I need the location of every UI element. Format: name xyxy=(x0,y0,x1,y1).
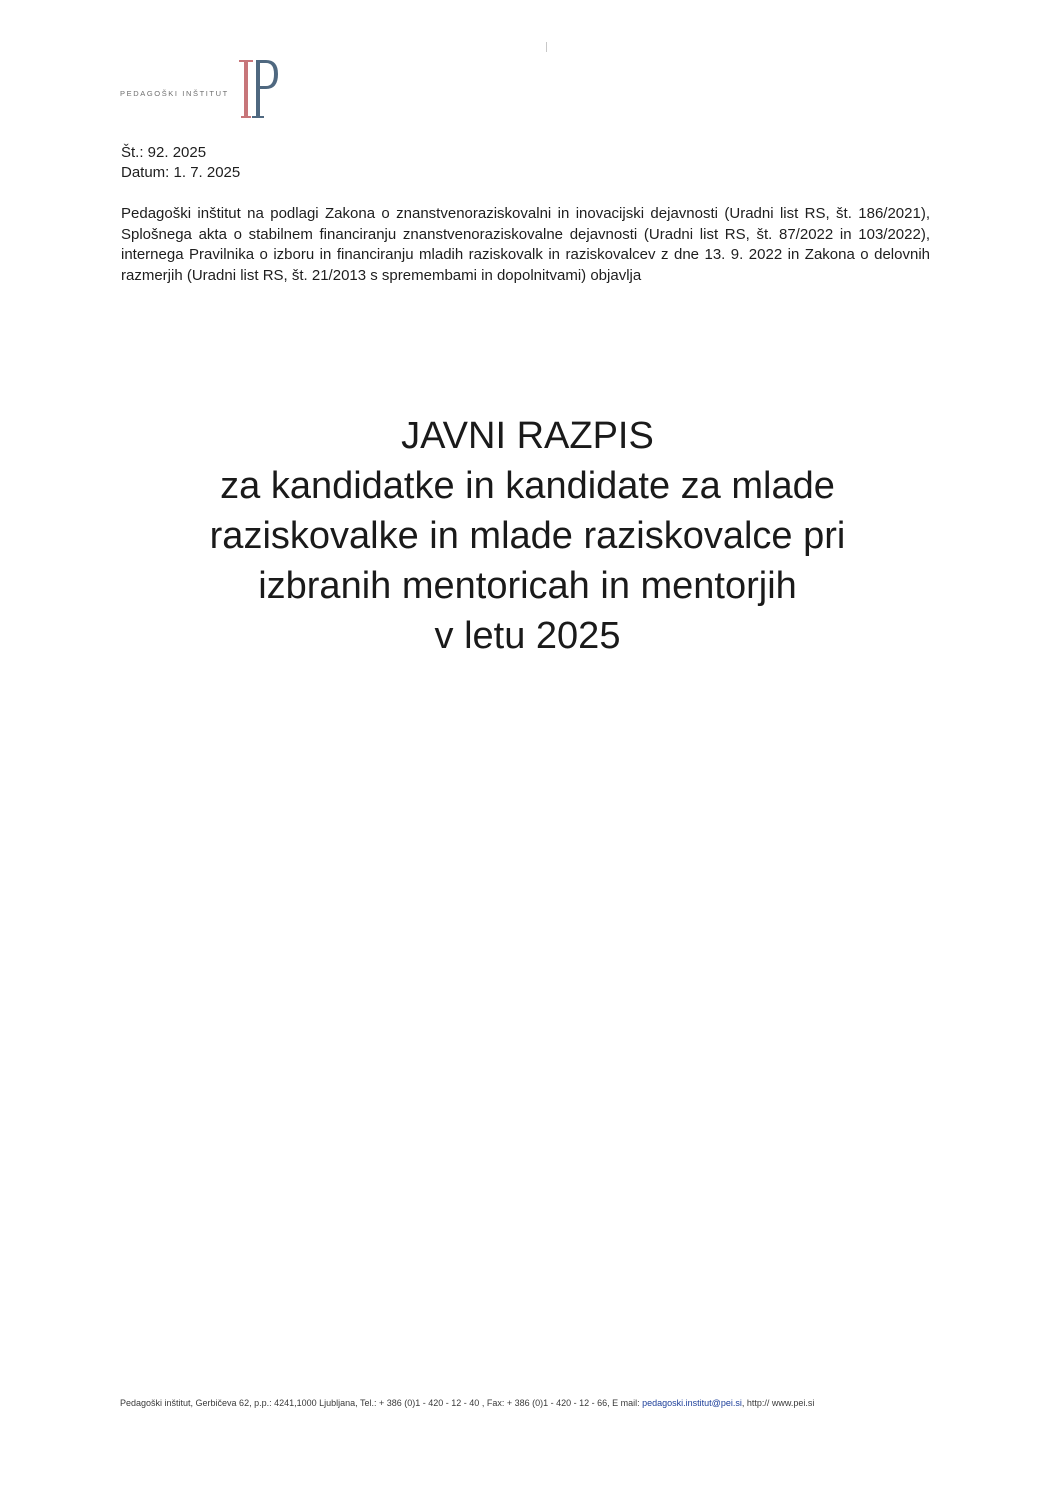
document-number: Št.: 92. 2025 xyxy=(121,144,207,161)
title-line-3: raziskovalke in mlade raziskovalce pri xyxy=(209,515,846,557)
title-line-1: JAVNI RAZPIS xyxy=(401,415,654,457)
document-title xyxy=(100,411,955,661)
footer-address: Pedagoški inštitut, Gerbičeva 62, p.p.: 4241,1000 Ljubljana, Tel.: + 386 (0)1 - 420 - 12 - 40 , Fax: + 386 (0)1 - 420 - 12 - 66, E mail: xyxy=(120,1398,643,1408)
logo-text: PEDAGOŠKI INŠTITUT xyxy=(120,89,229,98)
title-line-2: za kandidatke in kandidate za mlade xyxy=(220,465,835,507)
document-date: Datum: 1. 7. 2025 xyxy=(121,164,241,181)
document-reference xyxy=(121,143,240,183)
title-line-5: v letu 2025 xyxy=(434,615,621,657)
pi-logo-icon xyxy=(236,58,282,122)
page-footer xyxy=(120,1397,814,1409)
footer-email-link[interactable]: pedagoski.institut@pei.si xyxy=(642,1398,742,1408)
footer-web: , http:// www.pei.si xyxy=(741,1398,815,1408)
intro-paragraph: Pedagoški inštitut na podlagi Zakona o znanstvenoraziskovalni in inovacijski dejavnosti (Uradni list RS, št. 186/2021), Splošnega akta o stabilnem financiranju znanstvenoraziskovalne dejavnosti (Uradni list RS, št. 87/2022 in 103/2022), internega Pravilnika o izboru in financiranju mladih raziskovalk in raziskovalcev z dne 13. 9. 2022 in Zakona o delovnih razmerjih (Uradni list RS, št. 21/2013 s spremembami in dopolnitvami) objavlja xyxy=(121,205,930,284)
scan-artifact xyxy=(546,42,547,52)
institute-logo xyxy=(120,58,290,122)
title-line-4: izbranih mentoricah in mentorjih xyxy=(258,565,797,607)
